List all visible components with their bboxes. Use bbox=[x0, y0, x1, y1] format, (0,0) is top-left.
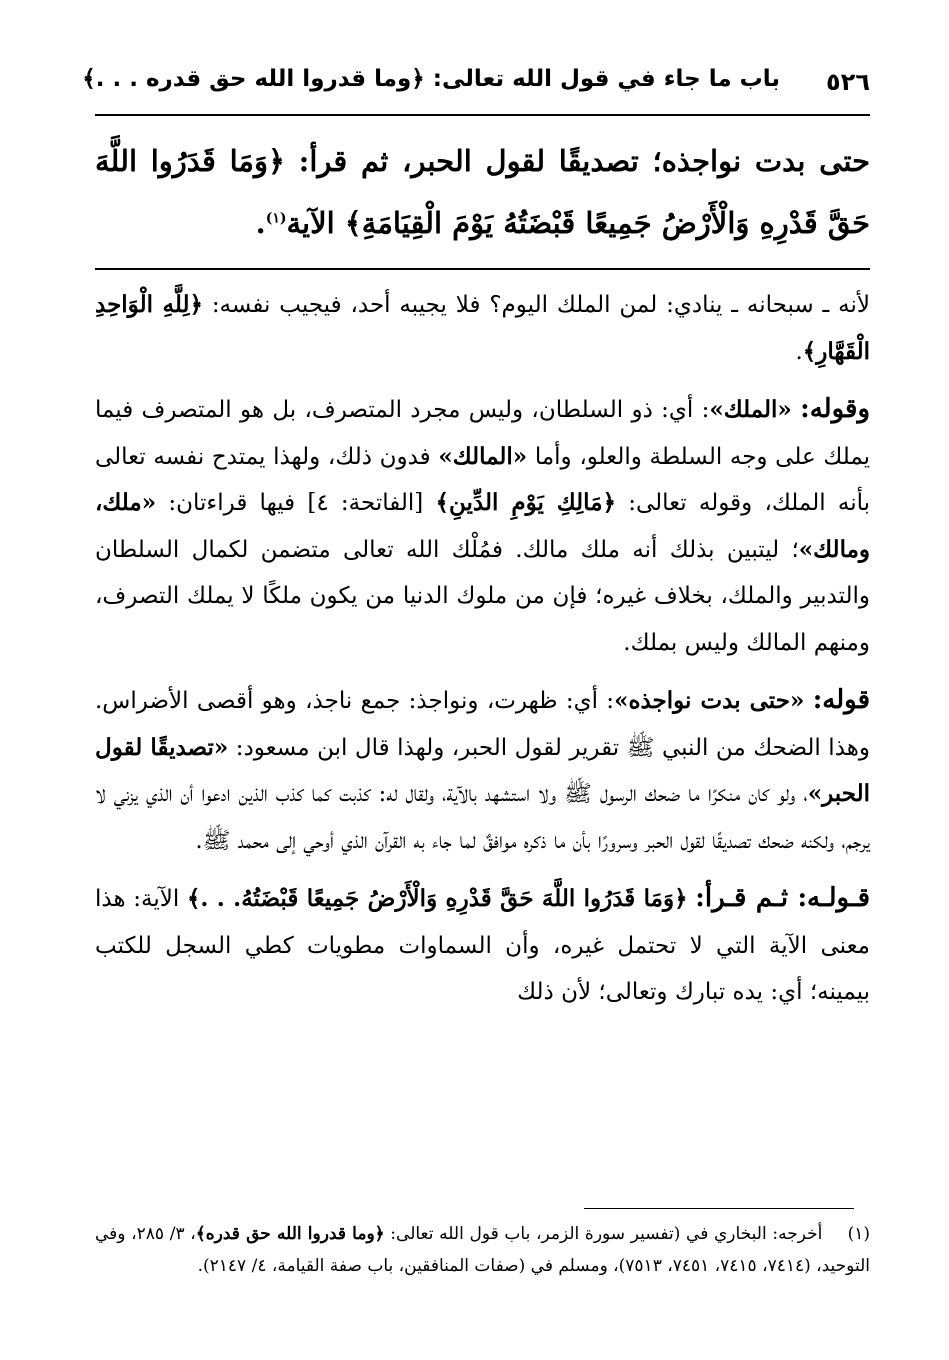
page-number: ٥٢٦ bbox=[826, 68, 870, 96]
footnote-text: أخرجه: البخاري في (تفسير سورة الزمر، باب قول الله تعالى: bbox=[390, 1224, 823, 1244]
header-divider bbox=[95, 114, 870, 116]
footnote-mark: (١) bbox=[847, 1224, 870, 1244]
hadith-body: حتى بدت نواجذه؛ تصديقًا لقول الحبر، ثم قرأ: ﴿وَمَا قَدَرُوا اللَّهَ حَقَّ قَدْرِهِ وَالْأَرْضُ جَمِيعًا قَبْضَتُهُ يَوْمَ الْقِيَامَةِ﴾ الآية bbox=[95, 144, 870, 240]
term: «المالك» bbox=[438, 442, 528, 470]
paragraph-text: ؛ ليتبين بذلك أنه ملك مالك. فمُلْك الله تعالى متضمن لكمال السلطان والتدبير والملك، بخلاف غيره؛ فإن من ملوك الدنيا من يكون ملكًا لا يملك التصرف، ومنهم المالك وليس بملك. bbox=[95, 536, 870, 656]
paragraph-text: : أي: ظهرت، ونواجذ: جمع ناجذ، وهو أقصى الأضراس. وهذا الضحك من النبي ﷺ تقرير لقول الحبر، ولهذا قال ابن مسعود: bbox=[95, 688, 871, 761]
running-title: باب ما جاء في قول الله تعالى: ﴿وما قدروا الله حق قدره . . .﴾ bbox=[82, 66, 780, 92]
hadith-divider bbox=[95, 268, 870, 270]
term: «الملك» bbox=[709, 396, 792, 423]
paragraph-end: . bbox=[795, 338, 803, 365]
paragraph-text: : أي: ذو السلطان، وليس مجرد المتصرف، بل هو المتصرف فيما يملك على وجه السلطة والعلو، وأما bbox=[95, 397, 871, 470]
paragraph-3 bbox=[95, 677, 870, 864]
paragraph-2 bbox=[95, 386, 870, 666]
paragraph-lead: قوله: bbox=[812, 685, 871, 715]
footnote-text: ، ٣/ ٢٨٥، وفي التوحيد، (٧٤١٤، ٧٤١٥، ٧٤٥١، ٧٥١٣)، ومسلم في (صفات المنافقين، باب صفة القيامة، ٤/ ٢١٤٧). bbox=[95, 1224, 870, 1276]
quran-quote: ﴿مَالِكِ يَوْمِ الدِّينِ﴾ bbox=[435, 489, 616, 516]
paragraph-text: لأنه ـ سبحانه ـ ينادي: لمن الملك اليوم؟ فلا يجيبه أحد، فيجيب نفسه: bbox=[211, 292, 870, 318]
hadith-end: . bbox=[255, 206, 266, 240]
term: «ملك، ومالك» bbox=[95, 489, 870, 563]
term: «تصديقًا لقول الحبر» bbox=[95, 733, 870, 807]
footnote-quran: ﴿وما قدروا الله حق قدره﴾ bbox=[195, 1224, 385, 1244]
page-header bbox=[82, 60, 870, 110]
paragraph-1 bbox=[95, 282, 870, 375]
footnotes bbox=[95, 1218, 870, 1282]
quran-quote: ﴿وَمَا قَدَرُوا اللَّهَ حَقَّ قَدْرِهِ وَالْأَرْضُ جَمِيعًا قَبْضَتُهُ. . .﴾ bbox=[186, 885, 688, 912]
footnote bbox=[95, 1218, 870, 1282]
term: «حتى بدت نواجذه» bbox=[614, 687, 805, 714]
paragraph-lead: وقوله: bbox=[800, 394, 870, 424]
footnote-reference: (١) bbox=[265, 210, 287, 227]
paragraph-text: فدون ذلك، ولهذا يمتدح نفسه تعالى بأنه الملك، وقوله تعالى: bbox=[95, 443, 870, 516]
paragraph-4 bbox=[95, 875, 870, 1016]
quran-quote: ﴿لِلَّهِ الْوَاحِدِ الْقَهَّارِ﴾ bbox=[95, 291, 870, 365]
footnote-divider bbox=[584, 1208, 854, 1209]
paragraph-lead: قـولـه: ثـم قـرأ: bbox=[695, 883, 871, 913]
paragraph-text: [الفاتحة: ٤] فيها قراءتان: bbox=[168, 490, 424, 516]
commentary bbox=[95, 282, 870, 1027]
paragraph-text: ، ولو كان منكرًا ما ضحك الرسول ﷺ ولا استشهد بالآية، ولقال له: كذبت كما كذب الذين ادعوا أن الذي يزني لا يرجم، ولكنه ضحك تصديقًا لقول الحبر وسرورًا بأن ما ذكره موافقٌ لما جاء به القرآن الذي أوحي إلى محمد ﷺ. bbox=[95, 781, 870, 854]
hadith-text bbox=[95, 130, 870, 254]
paragraph-text: الآية: هذا معنى الآية التي لا تحتمل غيره، وأن السماوات مطويات كطي السجل للكتب بيمينه؛ أي: يده تبارك وتعالى؛ لأن ذلك bbox=[95, 886, 870, 1005]
